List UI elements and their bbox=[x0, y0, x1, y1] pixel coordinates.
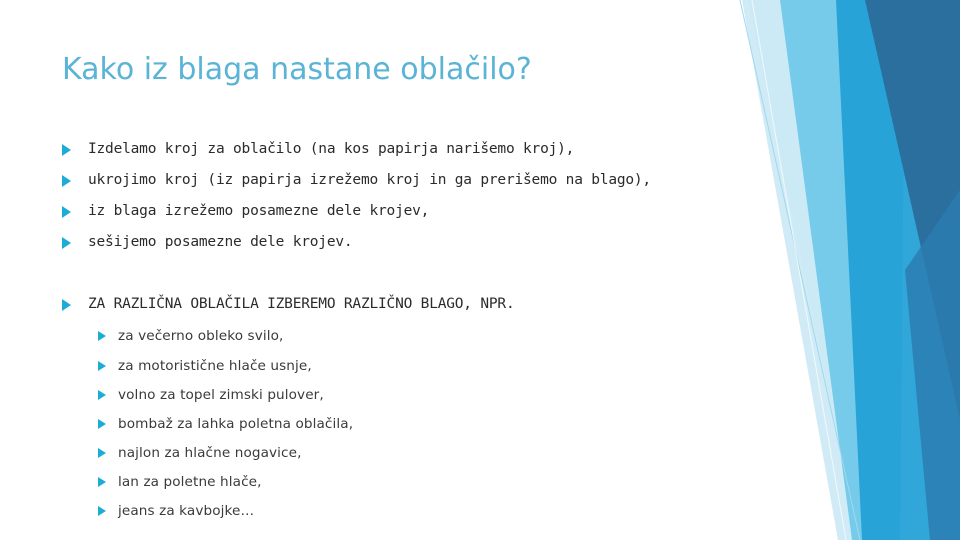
triangle-right-icon bbox=[62, 175, 71, 187]
sub-bullet-text: najlon za hlačne nogavice, bbox=[118, 445, 302, 461]
sub-bullet-item-2 bbox=[98, 358, 312, 374]
triangle-right-icon bbox=[62, 237, 71, 249]
bullet-item-4 bbox=[62, 234, 352, 250]
triangle-right-icon bbox=[98, 390, 106, 400]
bullet-text: iz blaga izrežemo posamezne dele krojev, bbox=[88, 203, 430, 219]
triangle-right-icon bbox=[62, 299, 71, 311]
triangle-right-icon bbox=[98, 477, 106, 487]
triangle-right-icon bbox=[62, 144, 71, 156]
triangle-right-icon bbox=[98, 506, 106, 516]
bullet-item-3 bbox=[62, 203, 429, 219]
triangle-right-icon bbox=[98, 448, 106, 458]
sub-bullet-item-7 bbox=[98, 503, 254, 519]
slide-title: Kako iz blaga nastane oblačilo? bbox=[62, 52, 532, 87]
triangle-right-icon bbox=[98, 419, 106, 429]
bullet-text: ZA RAZLIČNA OBLAČILA IZBEREMO RAZLIČNO BLAGO, NPR. bbox=[88, 296, 515, 312]
sub-bullet-text: za motoristične hlače usnje, bbox=[118, 358, 312, 374]
sub-bullet-text: jeans za kavbojke… bbox=[118, 503, 255, 519]
triangle-right-icon bbox=[98, 331, 106, 341]
sub-bullet-item-6 bbox=[98, 474, 262, 490]
sub-bullet-text: bombaž za lahka poletna oblačila, bbox=[118, 416, 354, 432]
sub-bullet-text: lan za poletne hlače, bbox=[118, 474, 262, 490]
sub-bullet-text: volno za topel zimski pulover, bbox=[118, 387, 324, 403]
bullet-item-1 bbox=[62, 141, 574, 157]
bullet-text: ukrojimo kroj (iz papirja izrežemo kroj in ga prerišemo na blago), bbox=[88, 172, 651, 188]
bullet-text: sešijemo posamezne dele krojev. bbox=[88, 234, 353, 250]
bullet-item-2 bbox=[62, 172, 651, 188]
bullet-text: Izdelamo kroj za oblačilo (na kos papirja narišemo kroj), bbox=[88, 141, 575, 157]
sub-bullet-item-4 bbox=[98, 416, 353, 432]
sub-bullet-item-1 bbox=[98, 328, 283, 344]
sub-bullet-text: za večerno obleko svilo, bbox=[118, 328, 284, 344]
triangle-right-icon bbox=[98, 361, 106, 371]
sub-bullet-item-5 bbox=[98, 445, 302, 461]
bullet-item-5 bbox=[62, 296, 515, 312]
triangle-right-icon bbox=[62, 206, 71, 218]
sub-bullet-item-3 bbox=[98, 387, 324, 403]
